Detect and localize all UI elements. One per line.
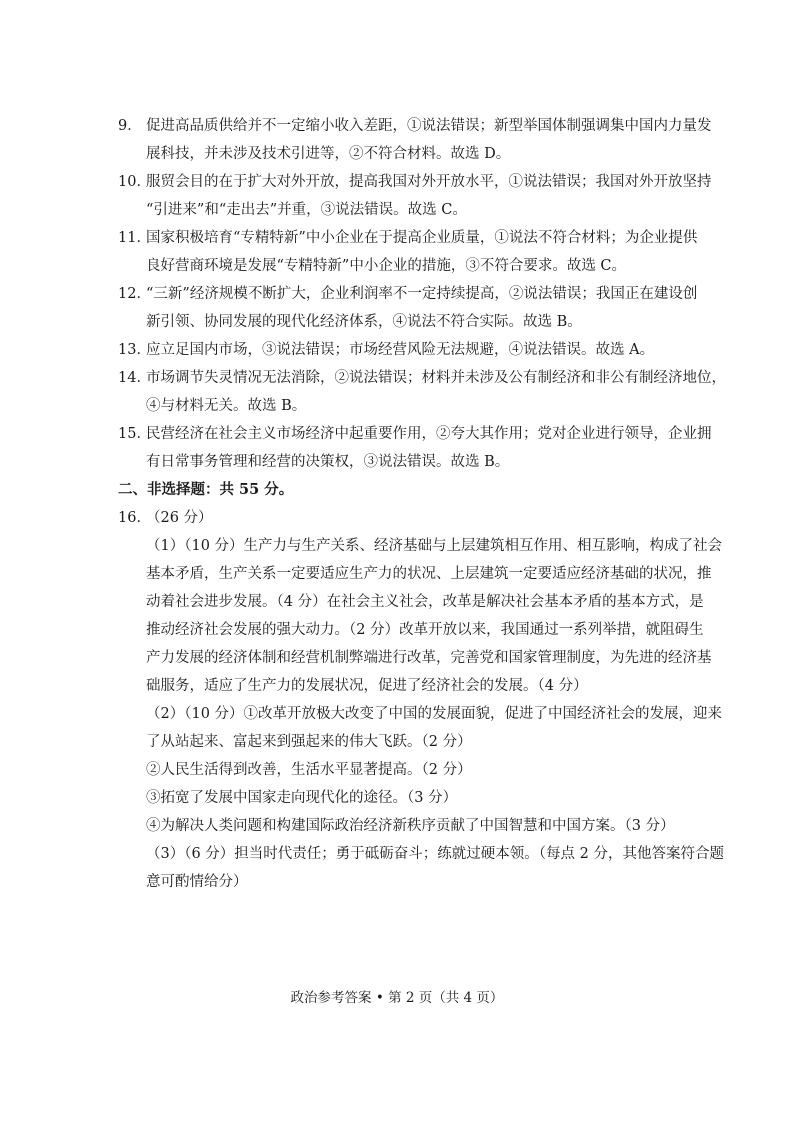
- answer-line: 了从站起来、富起来到强起来的伟大飞跃。（2 分）: [146, 734, 472, 750]
- answer-line: 动着社会进步发展。（4 分）在社会主义社会，改革是解决社会基本矛盾的基本方式，是: [146, 594, 704, 610]
- answer-line: ④为解决人类问题和构建国际政治经济新秩序贡献了中国智慧和中国方案。（3 分）: [146, 818, 675, 834]
- answer-line: 础服务，适应了生产力的发展状况，促进了经济社会的发展。（4 分）: [146, 678, 588, 694]
- answer-line: 促进高品质供给并不一定缩小收入差距，①说法错误；新型举国体制强调集中国内力量发: [146, 118, 712, 134]
- answer-content: [118, 112, 726, 896]
- answer-line: （3）（6 分）担当时代责任；勇于砥砺奋斗；练就过硬本领。（每点 2 分，其他答案符合题: [146, 846, 724, 862]
- answer-item-11: [118, 224, 698, 280]
- answer-line: “三新”经济规模不断扩大，企业利润率不一定持续提高，②说法错误；我国正在建设创: [146, 286, 698, 302]
- page-footer: 政治参考答案 • 第 2 页（共 4 页）: [290, 990, 504, 1006]
- answer-line: 良好营商环境是发展“专精特新”中小企业的措施，③不符合要求。故选 C。: [146, 258, 627, 274]
- q16-part-2: [118, 700, 723, 840]
- answer-item-13: [118, 336, 678, 364]
- answer-line: 基本矛盾，生产关系一定要适应生产力的状况、上层建筑一定要适应经济基础的状况，推: [146, 566, 712, 582]
- item-number: 10．: [118, 174, 151, 190]
- answer-line: 民营经济在社会主义市场经济中起重要作用，②夸大其作用；党对企业进行领导，企业拥: [146, 426, 712, 442]
- answer-line: 国家积极培育“专精特新”中小企业在于提高企业质量，①说法不符合材料；为企业提供: [146, 230, 698, 246]
- answer-line: 产力发展的经济体制和经营机制弊端进行改革，完善党和国家管理制度，为先进的经济基: [146, 650, 712, 666]
- question-score: （26 分）: [146, 510, 213, 526]
- answer-item-10: [118, 168, 712, 224]
- item-number: 9．: [118, 118, 142, 134]
- answer-line: ②人民生活得到改善，生活水平显著提高。（2 分）: [146, 762, 472, 778]
- answer-line: 市场调节失灵情况无法消除，②说法错误；材料并未涉及公有制经济和非公有制经济地位，: [146, 370, 726, 386]
- answer-line: 服贸会目的在于扩大对外开放，提高我国对外开放水平，①说法错误；我国对外开放坚持: [146, 174, 712, 190]
- item-number: 13．: [118, 342, 151, 358]
- answer-item-15: [118, 420, 712, 476]
- answer-line: （2）（10 分）①改革开放极大改变了中国的发展面貌，促进了中国经济社会的发展，迎来: [146, 706, 723, 722]
- item-number: 11．: [118, 230, 151, 246]
- answer-line: 有日常事务管理和经营的决策权，③说法错误。故选 B。: [146, 454, 510, 470]
- answer-line: （1）（10 分）生产力与生产关系、经济基础与上层建筑相互作用、相互影响，构成了社会: [146, 538, 723, 554]
- answer-line: 应立足国内市场，③说法错误；市场经营风险无法规避，④说法错误。故选 A。: [146, 342, 655, 358]
- q16-part-1: [118, 532, 723, 700]
- answer-line: 新引领、协同发展的现代化经济体系，④说法不符合实际。故选 B。: [146, 314, 582, 330]
- item-number: 12．: [118, 286, 151, 302]
- answer-item-12: [118, 280, 698, 336]
- item-number: 15．: [118, 426, 151, 442]
- answer-line: 意可酌情给分）: [146, 874, 248, 890]
- q16-part-3: [118, 840, 724, 896]
- answer-line: “引进来”和“走出去”并重，③说法错误。故选 C。: [146, 202, 467, 218]
- answer-item-16: [118, 504, 678, 532]
- item-number: 16．: [118, 510, 151, 526]
- answer-line: 展科技，并未涉及技术引进等，②不符合材料。故选 D。: [146, 146, 511, 162]
- answer-line: ③拓宽了发展中国家走向现代化的途径。（3 分）: [146, 790, 458, 806]
- answer-line: ④与材料无关。故选 B。: [146, 398, 307, 414]
- section-heading: 二、非选择题：共 55 分。: [118, 481, 294, 498]
- answer-item-9: [118, 112, 712, 168]
- answer-line: 推动经济社会发展的强大动力。（2 分）改革开放以来，我国通过一系列举措，就阻碍生: [146, 622, 704, 638]
- answer-item-14: [118, 364, 726, 420]
- item-number: 14．: [118, 370, 151, 386]
